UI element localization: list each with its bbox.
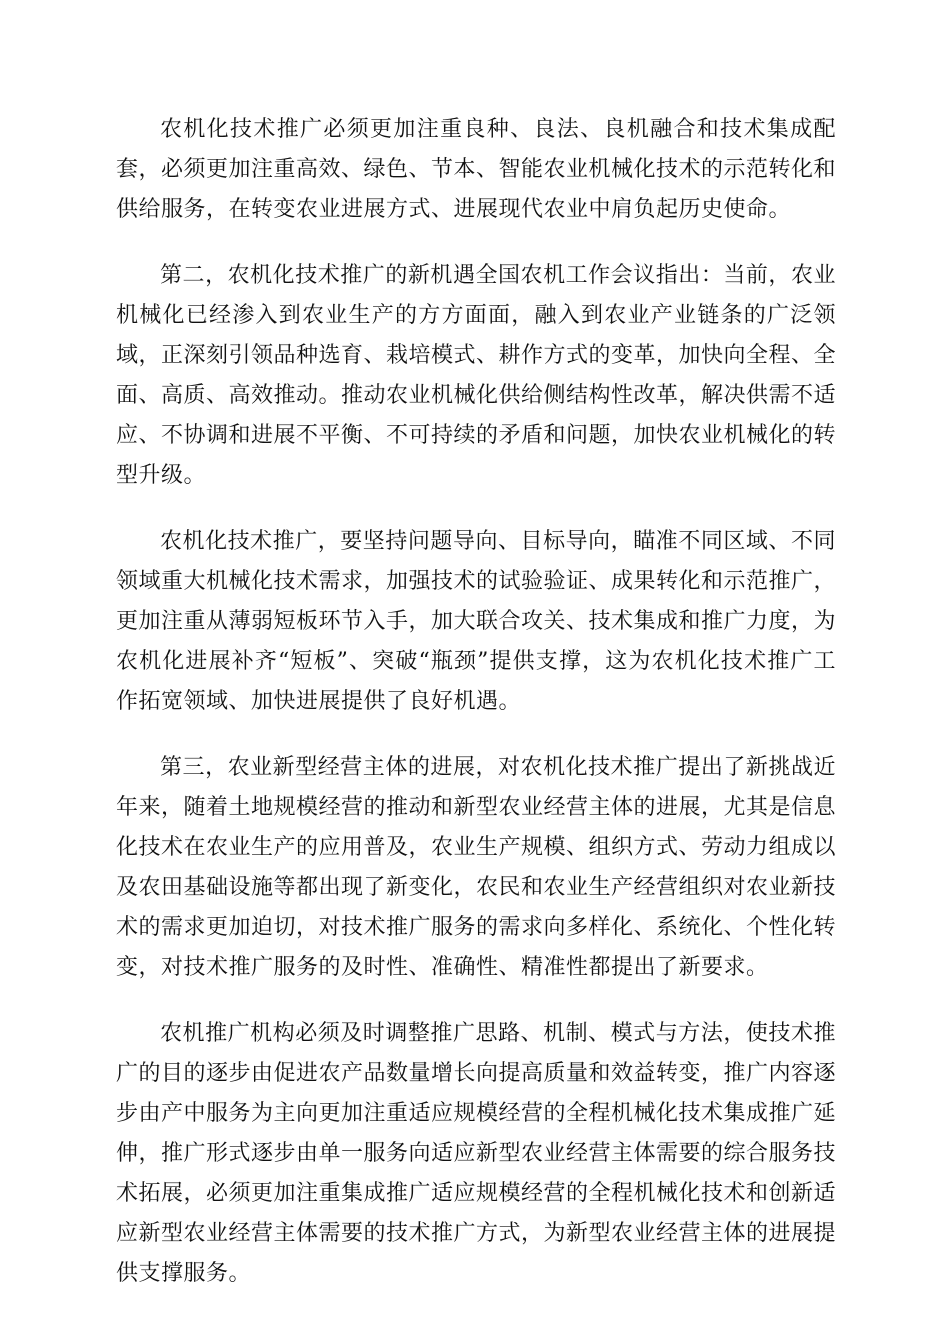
paragraph-2: 第二，农机化技术推广的新机遇全国农机工作会议指出：当前，农业机械化已经渗入到农业生产的方方面面，融入到农业产业链条的广泛领域，正深刻引领品种选育、栽培模式、耕作方式的变革，加快向全程、全面、高质、高效推动。推动农业机械化供给侧结构性改革，解决供需不适应、不协调和进展不平衡、不可持续的矛盾和问题，加快农业机械化的转型升级。 — [116, 263, 837, 488]
paragraph-3: 农机化技术推广，要坚持问题导向、目标导向，瞄准不同区域、不同领域重大机械化技术需求，加强技术的试验验证、成果转化和示范推广，更加注重从薄弱短板环节入手，加大联合攻关、技术集成和推广力度，为农机化进展补齐“短板”、突破“瓶颈”提供支撑，这为农机化技术推广工作拓宽领域、加快进展提供了良好机遇。 — [116, 529, 837, 714]
paragraph-1: 农机化技术推广必须更加注重良种、良法、良机融合和技术集成配套，必须更加注重高效、绿色、节本、智能农业机械化技术的示范转化和供给服务，在转变农业进展方式、进展现代农业中肩负起历史使命。 — [116, 117, 837, 222]
paragraph-5: 农机推广机构必须及时调整推广思路、机制、模式与方法，使技术推广的目的逐步由促进农产品数量增长向提高质量和效益转变，推广内容逐步由产中服务为主向更加注重适应规模经营的全程机械化技术集成推广延伸，推广形式逐步由单一服务向适应新型农业经营主体需要的综合服务技术拓展，必须更加注重集成推广适应规模经营的全程机械化技术和创新适应新型农业经营主体需要的技术推广方式，为新型农业经营主体的进展提供支撑服务。 — [116, 1021, 837, 1286]
document-body — [116, 110, 836, 1320]
paragraph-4: 第三，农业新型经营主体的进展，对农机化技术推广提出了新挑战近年来，随着土地规模经营的推动和新型农业经营主体的进展，尤其是信息化技术在农业生产的应用普及，农业生产规模、组织方式、劳动力组成以及农田基础设施等都出现了新变化，农民和农业生产经营组织对农业新技术的需求更加迫切，对技术推广服务的需求向多样化、系统化、个性化转变，对技术推广服务的及时性、准确性、精准性都提出了新要求。 — [116, 755, 837, 980]
